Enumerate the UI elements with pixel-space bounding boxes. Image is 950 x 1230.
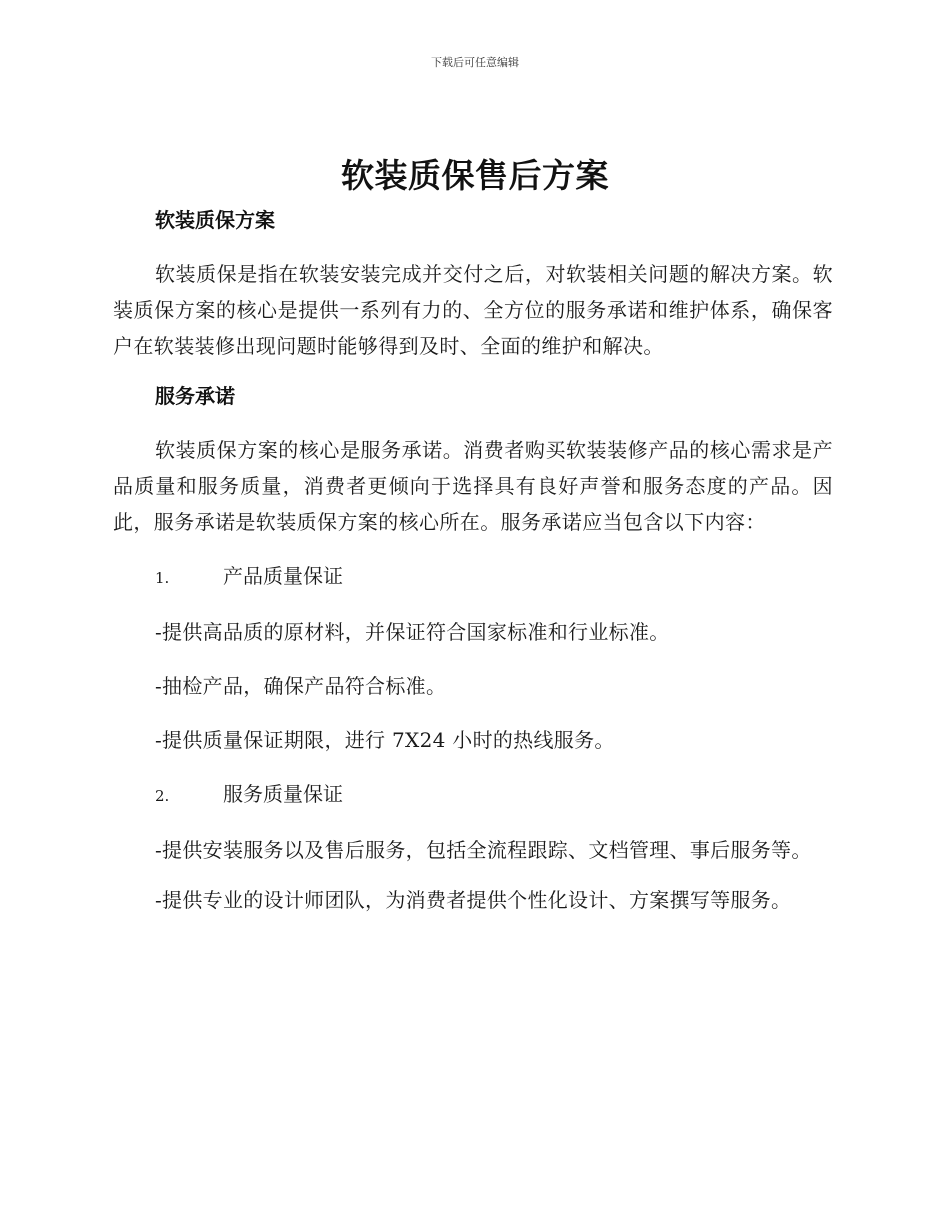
section-paragraph-service-commitment: 软装质保方案的核心是服务承诺。消费者购买软装装修产品的核心需求是产品质量和服务质量，消费者更倾向于选择具有良好声誉和服务态度的产品。因此，服务承诺是软装质保方案的核心所在。服务承诺应当包含以下内容： [113, 438, 833, 534]
bullet-item: -提供高品质的原材料，并保证符合国家标准和行业标准。 [155, 620, 670, 644]
bullet-item: -提供安装服务以及售后服务，包括全流程跟踪、文档管理、事后服务等。 [155, 838, 812, 862]
document-title: 软装质保售后方案 [341, 156, 609, 195]
document-body [113, 204, 833, 932]
list-label: 产品质量保证 [223, 564, 343, 588]
list-item-service-quality [113, 776, 833, 814]
bullet-item: -抽检产品，确保产品符合标准。 [155, 674, 447, 698]
list-number: 2. [155, 787, 170, 805]
list-label: 服务质量保证 [223, 782, 343, 806]
section-heading-service-commitment: 服务承诺 [155, 384, 235, 408]
list-number: 1. [155, 569, 170, 587]
bullet-item: -提供质量保证期限，进行 7X24 小时的热线服务。 [155, 728, 615, 752]
list-item-product-quality [113, 558, 833, 596]
header-note: 下载后可任意编辑 [431, 56, 519, 69]
bullet-item: -提供专业的设计师团队，为消费者提供个性化设计、方案撰写等服务。 [155, 888, 792, 912]
section-heading-warranty-plan: 软装质保方案 [155, 208, 275, 232]
section-paragraph-warranty-plan: 软装质保是指在软装安装完成并交付之后，对软装相关问题的解决方案。软装质保方案的核心是提供一系列有力的、全方位的服务承诺和维护体系，确保客户在软装装修出现问题时能够得到及时、全面的维护和解决。 [113, 262, 833, 358]
